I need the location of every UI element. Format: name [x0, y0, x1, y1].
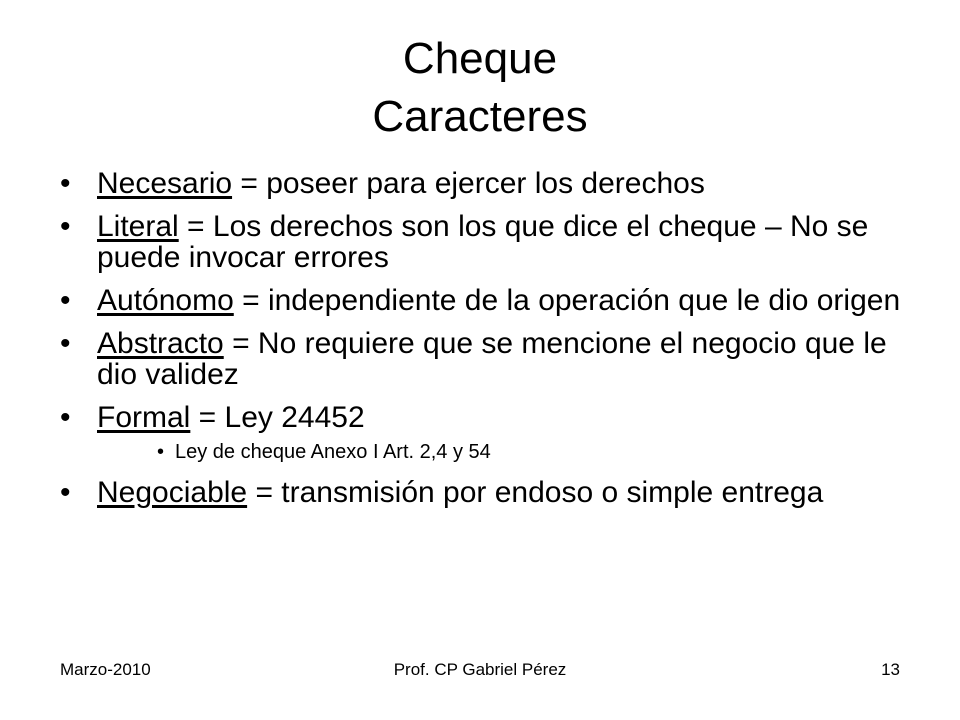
bullet-icon: •	[60, 401, 71, 434]
bullet-term: Autónomo	[97, 284, 234, 317]
sub-bullet-text: Ley de cheque Anexo I Art. 2,4 y 54	[175, 441, 491, 463]
bullet-icon: •	[60, 284, 71, 317]
bullet-item-necesario	[60, 168, 920, 199]
bullet-term: Negociable	[97, 476, 248, 509]
bullet-term: Literal	[97, 210, 179, 243]
bullet-text: = Los derechos son los que dice el cheque – No se puede invocar errores	[97, 210, 869, 274]
bullet-item-literal	[60, 211, 920, 273]
bullet-item-negociable	[60, 477, 920, 508]
bullet-text: = independiente de la operación que le dio origen	[233, 284, 901, 317]
bullet-icon: •	[60, 476, 71, 509]
bullet-text: = Ley 24452	[190, 401, 365, 434]
bullet-term: Abstracto	[97, 327, 224, 360]
bullet-text: = transmisión por endoso o simple entrega	[247, 476, 824, 509]
bullet-text: = poseer para ejercer los derechos	[232, 167, 705, 200]
bullet-icon: •	[60, 167, 71, 200]
bullet-item-abstracto	[60, 328, 920, 390]
sub-bullet-ley-de-cheque	[157, 439, 920, 465]
bullet-icon: •	[60, 327, 71, 360]
bullet-term: Formal	[97, 401, 191, 434]
title-line-2: Caracteres	[372, 92, 588, 141]
bullet-text: = No requiere que se mencione el negocio que le dio validez	[97, 327, 887, 391]
title-line-1: Cheque	[402, 34, 558, 83]
bullet-term: Necesario	[97, 167, 233, 200]
bullet-icon: •	[60, 210, 71, 243]
slide-title	[0, 30, 960, 146]
footer-author: Prof. CP Gabriel Pérez	[393, 660, 567, 679]
footer-page-number: 13	[881, 660, 900, 679]
footer-date: Marzo-2010	[60, 660, 151, 679]
sub-bullet-icon: •	[157, 441, 165, 463]
bullet-list	[60, 168, 920, 520]
bullet-item-formal	[60, 402, 920, 433]
bullet-item-autonomo	[60, 285, 920, 316]
